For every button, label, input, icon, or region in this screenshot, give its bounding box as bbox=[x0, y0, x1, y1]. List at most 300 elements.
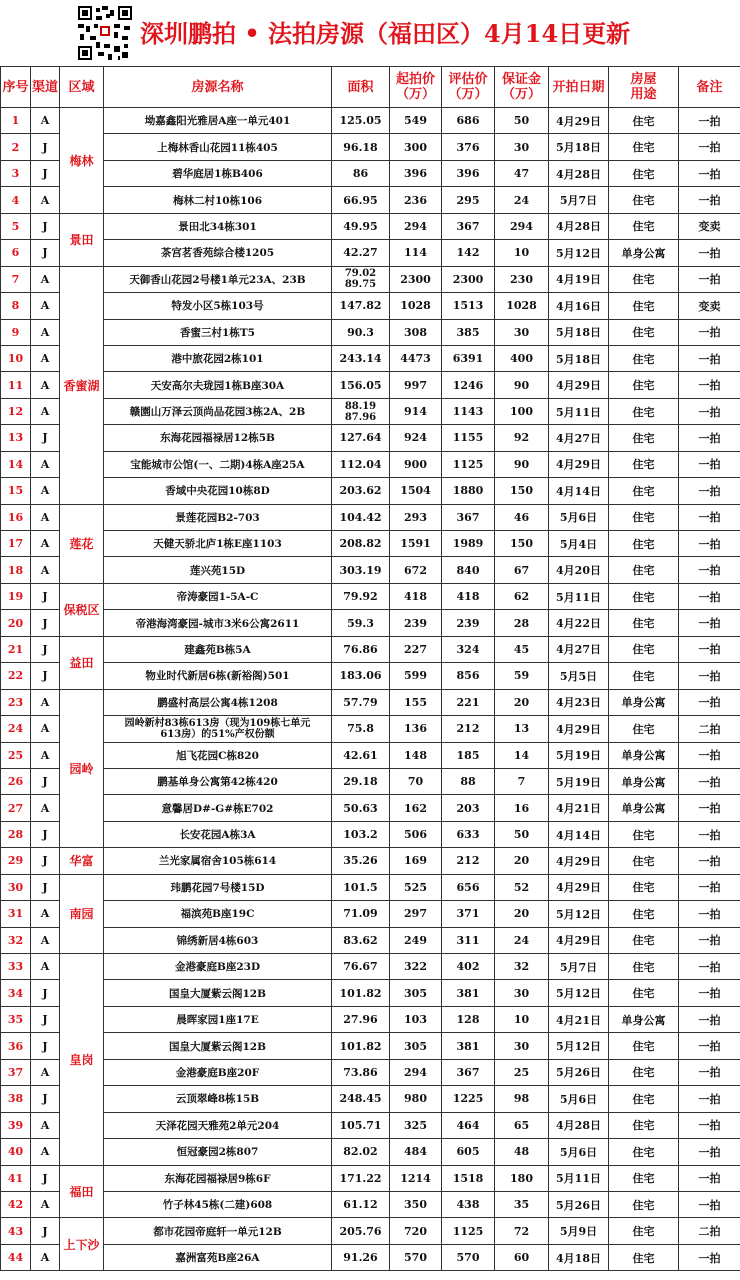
row-eval-price: 1225 bbox=[442, 1086, 495, 1112]
row-auction-date: 5月19日 bbox=[549, 768, 609, 794]
row-start-price: 980 bbox=[390, 1086, 442, 1112]
table-row[interactable] bbox=[1, 451, 740, 477]
row-start-price: 300 bbox=[390, 134, 442, 160]
row-index: 39 bbox=[1, 1112, 31, 1138]
row-index: 27 bbox=[1, 795, 31, 821]
row-channel: J bbox=[31, 874, 60, 900]
row-start-price: 155 bbox=[390, 689, 442, 715]
row-usage: 住宅 bbox=[609, 345, 679, 371]
row-usage: 住宅 bbox=[609, 583, 679, 609]
row-usage: 住宅 bbox=[609, 531, 679, 557]
row-channel: A bbox=[31, 1059, 60, 1085]
row-deposit: 180 bbox=[495, 1165, 549, 1191]
col-header-deposit bbox=[495, 67, 549, 108]
table-row[interactable] bbox=[1, 478, 740, 504]
page-title: 深圳鹏拍 • 法拍房源（福田区）4月14日更新 bbox=[140, 19, 631, 48]
row-usage: 住宅 bbox=[609, 504, 679, 530]
row-note: 一拍 bbox=[679, 848, 740, 874]
row-property-name: 东海花园福禄居9栋6F bbox=[104, 1165, 332, 1191]
row-channel: A bbox=[31, 108, 60, 134]
row-index: 3 bbox=[1, 160, 31, 186]
row-area: 303.19 bbox=[332, 557, 390, 583]
row-deposit: 10 bbox=[495, 1006, 549, 1032]
row-eval-price: 656 bbox=[442, 874, 495, 900]
row-index: 23 bbox=[1, 689, 31, 715]
row-note: 一拍 bbox=[679, 1165, 740, 1191]
row-auction-date: 4月27日 bbox=[549, 636, 609, 662]
row-note: 二拍 bbox=[679, 1218, 740, 1244]
row-start-price: 103 bbox=[390, 1006, 442, 1032]
table-row[interactable] bbox=[1, 901, 740, 927]
row-channel: A bbox=[31, 504, 60, 530]
row-channel: J bbox=[31, 425, 60, 451]
row-usage: 住宅 bbox=[609, 451, 679, 477]
table-row[interactable] bbox=[1, 108, 740, 134]
table-row[interactable] bbox=[1, 768, 740, 794]
row-eval-price: 1513 bbox=[442, 293, 495, 319]
row-index: 20 bbox=[1, 610, 31, 636]
row-start-price: 1504 bbox=[390, 478, 442, 504]
table-row[interactable] bbox=[1, 187, 740, 213]
row-note: 一拍 bbox=[679, 504, 740, 530]
row-note: 一拍 bbox=[679, 1033, 740, 1059]
table-row[interactable] bbox=[1, 980, 740, 1006]
row-channel: A bbox=[31, 478, 60, 504]
row-area: 205.76 bbox=[332, 1218, 390, 1244]
row-start-price: 418 bbox=[390, 583, 442, 609]
row-area-line: 89.75 bbox=[344, 279, 377, 291]
row-usage: 住宅 bbox=[609, 1165, 679, 1191]
row-start-price: 114 bbox=[390, 240, 442, 266]
row-usage: 住宅 bbox=[609, 1139, 679, 1165]
row-eval-price: 212 bbox=[442, 848, 495, 874]
row-index: 32 bbox=[1, 927, 31, 953]
row-start-price: 293 bbox=[390, 504, 442, 530]
row-property-name: 天健天骄北庐1栋E座1103 bbox=[104, 531, 332, 557]
row-deposit: 30 bbox=[495, 1033, 549, 1059]
table-row[interactable] bbox=[1, 398, 740, 424]
row-channel: A bbox=[31, 716, 60, 742]
row-auction-date: 5月6日 bbox=[549, 1139, 609, 1165]
row-index: 24 bbox=[1, 716, 31, 742]
row-property-name: 天御香山花园2号楼1单元23A、23B bbox=[104, 266, 332, 292]
row-area: 76.67 bbox=[332, 954, 390, 980]
row-auction-date: 4月18日 bbox=[549, 1244, 609, 1270]
row-area bbox=[332, 398, 390, 424]
row-deposit: 30 bbox=[495, 134, 549, 160]
row-auction-date: 4月22日 bbox=[549, 610, 609, 636]
col-header-usage-l2: 用途 bbox=[630, 87, 657, 102]
row-start-price: 249 bbox=[390, 927, 442, 953]
row-area: 61.12 bbox=[332, 1191, 390, 1217]
row-property-name: 意馨居D#-G#栋E702 bbox=[104, 795, 332, 821]
row-eval-price: 376 bbox=[442, 134, 495, 160]
row-note: 一拍 bbox=[679, 742, 740, 768]
row-eval-price: 221 bbox=[442, 689, 495, 715]
row-usage: 住宅 bbox=[609, 901, 679, 927]
row-property-name: 金港豪庭B座23D bbox=[104, 954, 332, 980]
row-deposit: 230 bbox=[495, 266, 549, 292]
row-eval-price: 367 bbox=[442, 1059, 495, 1085]
row-usage: 住宅 bbox=[609, 1086, 679, 1112]
row-note: 一拍 bbox=[679, 557, 740, 583]
row-area: 243.14 bbox=[332, 345, 390, 371]
table-row[interactable] bbox=[1, 636, 740, 662]
row-note: 一拍 bbox=[679, 874, 740, 900]
row-deposit: 14 bbox=[495, 742, 549, 768]
row-index: 19 bbox=[1, 583, 31, 609]
row-deposit: 1028 bbox=[495, 293, 549, 319]
row-start-price: 720 bbox=[390, 1218, 442, 1244]
row-usage: 住宅 bbox=[609, 663, 679, 689]
row-auction-date: 5月11日 bbox=[549, 398, 609, 424]
row-auction-date: 4月29日 bbox=[549, 451, 609, 477]
row-channel: J bbox=[31, 1086, 60, 1112]
row-index: 4 bbox=[1, 187, 31, 213]
row-note: 一拍 bbox=[679, 1244, 740, 1270]
row-property-name: 恒冠豪园2栋807 bbox=[104, 1139, 332, 1165]
row-deposit: 16 bbox=[495, 795, 549, 821]
row-channel: A bbox=[31, 1191, 60, 1217]
row-note: 一拍 bbox=[679, 1086, 740, 1112]
col-header-note: 备注 bbox=[679, 67, 740, 108]
row-property-name: 鹏盛村高层公寓4栋1208 bbox=[104, 689, 332, 715]
row-area: 248.45 bbox=[332, 1086, 390, 1112]
row-usage: 住宅 bbox=[609, 1218, 679, 1244]
table-row[interactable] bbox=[1, 266, 740, 292]
row-note: 一拍 bbox=[679, 663, 740, 689]
row-index: 5 bbox=[1, 213, 31, 239]
row-usage: 住宅 bbox=[609, 848, 679, 874]
row-auction-date: 4月14日 bbox=[549, 478, 609, 504]
row-start-price: 599 bbox=[390, 663, 442, 689]
row-start-price: 672 bbox=[390, 557, 442, 583]
row-area: 104.42 bbox=[332, 504, 390, 530]
table-row[interactable] bbox=[1, 1218, 740, 1244]
table-row[interactable] bbox=[1, 1191, 740, 1217]
table-row[interactable] bbox=[1, 663, 740, 689]
row-eval-price: 212 bbox=[442, 716, 495, 742]
table-row[interactable] bbox=[1, 848, 740, 874]
row-deposit: 48 bbox=[495, 1139, 549, 1165]
row-property-name: 茶宫茗香苑综合楼1205 bbox=[104, 240, 332, 266]
table-row[interactable] bbox=[1, 1112, 740, 1138]
row-index: 11 bbox=[1, 372, 31, 398]
row-auction-date: 4月14日 bbox=[549, 821, 609, 847]
table-row[interactable] bbox=[1, 240, 740, 266]
row-eval-price: 570 bbox=[442, 1244, 495, 1270]
table-row[interactable] bbox=[1, 795, 740, 821]
row-note: 一拍 bbox=[679, 1059, 740, 1085]
row-auction-date: 4月28日 bbox=[549, 213, 609, 239]
row-deposit: 24 bbox=[495, 927, 549, 953]
row-index: 26 bbox=[1, 768, 31, 794]
row-eval-price: 381 bbox=[442, 980, 495, 1006]
row-auction-date: 4月29日 bbox=[549, 927, 609, 953]
row-note: 一拍 bbox=[679, 108, 740, 134]
row-property-name: 香域中央花园10栋8D bbox=[104, 478, 332, 504]
table-row[interactable] bbox=[1, 213, 740, 239]
row-channel: A bbox=[31, 1139, 60, 1165]
row-area: 105.71 bbox=[332, 1112, 390, 1138]
row-usage: 单身公寓 bbox=[609, 240, 679, 266]
table-row[interactable] bbox=[1, 531, 740, 557]
row-region: 保税区 bbox=[60, 583, 104, 636]
row-note: 一拍 bbox=[679, 583, 740, 609]
row-index: 22 bbox=[1, 663, 31, 689]
qr-code-icon[interactable] bbox=[78, 6, 132, 60]
table-row[interactable] bbox=[1, 504, 740, 530]
row-note: 一拍 bbox=[679, 610, 740, 636]
table-row[interactable] bbox=[1, 345, 740, 371]
row-auction-date: 4月28日 bbox=[549, 1112, 609, 1138]
row-usage: 住宅 bbox=[609, 1112, 679, 1138]
row-auction-date: 4月21日 bbox=[549, 1006, 609, 1032]
row-note: 一拍 bbox=[679, 1139, 740, 1165]
row-note: 一拍 bbox=[679, 319, 740, 345]
row-channel: A bbox=[31, 266, 60, 292]
row-note: 一拍 bbox=[679, 768, 740, 794]
row-note: 一拍 bbox=[679, 160, 740, 186]
row-area bbox=[332, 266, 390, 292]
row-start-price: 924 bbox=[390, 425, 442, 451]
row-index: 38 bbox=[1, 1086, 31, 1112]
table-row[interactable] bbox=[1, 610, 740, 636]
table-row[interactable] bbox=[1, 557, 740, 583]
table-row[interactable] bbox=[1, 1244, 740, 1270]
table-row[interactable] bbox=[1, 927, 740, 953]
row-auction-date: 4月23日 bbox=[549, 689, 609, 715]
row-area: 73.86 bbox=[332, 1059, 390, 1085]
row-channel: A bbox=[31, 557, 60, 583]
row-start-price: 525 bbox=[390, 874, 442, 900]
row-usage: 住宅 bbox=[609, 160, 679, 186]
row-area: 125.05 bbox=[332, 108, 390, 134]
row-channel: J bbox=[31, 848, 60, 874]
row-index: 37 bbox=[1, 1059, 31, 1085]
row-area: 27.96 bbox=[332, 1006, 390, 1032]
table-row[interactable] bbox=[1, 1139, 740, 1165]
row-property-name: 旭飞花园C栋820 bbox=[104, 742, 332, 768]
col-header-area: 面积 bbox=[332, 67, 390, 108]
row-channel: J bbox=[31, 821, 60, 847]
row-eval-price: 88 bbox=[442, 768, 495, 794]
table-row[interactable] bbox=[1, 954, 740, 980]
row-deposit: 92 bbox=[495, 425, 549, 451]
row-area: 57.79 bbox=[332, 689, 390, 715]
row-usage: 住宅 bbox=[609, 610, 679, 636]
row-property-name: 景莲花园B2-703 bbox=[104, 504, 332, 530]
table-row[interactable] bbox=[1, 583, 740, 609]
row-eval-price: 1143 bbox=[442, 398, 495, 424]
row-index: 6 bbox=[1, 240, 31, 266]
row-property-name: 帝涛豪园1-5A-C bbox=[104, 583, 332, 609]
row-auction-date: 5月19日 bbox=[549, 742, 609, 768]
row-region: 皇岗 bbox=[60, 954, 104, 1166]
row-property-name: 云顶翠峰8栋15B bbox=[104, 1086, 332, 1112]
row-note: 变卖 bbox=[679, 213, 740, 239]
row-start-price: 506 bbox=[390, 821, 442, 847]
row-area: 101.82 bbox=[332, 1033, 390, 1059]
row-area: 171.22 bbox=[332, 1165, 390, 1191]
table-row[interactable] bbox=[1, 689, 740, 715]
table-row[interactable] bbox=[1, 1006, 740, 1032]
table-row[interactable] bbox=[1, 716, 740, 742]
table-row[interactable] bbox=[1, 1086, 740, 1112]
table-row[interactable] bbox=[1, 160, 740, 186]
row-index: 17 bbox=[1, 531, 31, 557]
table-row[interactable] bbox=[1, 742, 740, 768]
col-header-eval-price bbox=[442, 67, 495, 108]
row-eval-price: 239 bbox=[442, 610, 495, 636]
row-eval-price: 324 bbox=[442, 636, 495, 662]
row-auction-date: 5月12日 bbox=[549, 1033, 609, 1059]
row-note: 一拍 bbox=[679, 927, 740, 953]
row-eval-price: 464 bbox=[442, 1112, 495, 1138]
row-note: 一拍 bbox=[679, 425, 740, 451]
row-property-name: 建鑫苑B栋5A bbox=[104, 636, 332, 662]
row-eval-price: 686 bbox=[442, 108, 495, 134]
table-row[interactable] bbox=[1, 372, 740, 398]
row-deposit: 150 bbox=[495, 531, 549, 557]
row-eval-price: 1155 bbox=[442, 425, 495, 451]
row-index: 44 bbox=[1, 1244, 31, 1270]
row-auction-date: 4月29日 bbox=[549, 716, 609, 742]
row-start-price: 396 bbox=[390, 160, 442, 186]
row-usage: 单身公寓 bbox=[609, 1006, 679, 1032]
table-row[interactable] bbox=[1, 821, 740, 847]
row-start-price: 1591 bbox=[390, 531, 442, 557]
row-start-price: 484 bbox=[390, 1139, 442, 1165]
row-deposit: 62 bbox=[495, 583, 549, 609]
row-auction-date: 5月12日 bbox=[549, 240, 609, 266]
row-auction-date: 5月9日 bbox=[549, 1218, 609, 1244]
row-auction-date: 5月12日 bbox=[549, 980, 609, 1006]
row-index: 18 bbox=[1, 557, 31, 583]
row-channel: J bbox=[31, 1165, 60, 1191]
row-note: 二拍 bbox=[679, 716, 740, 742]
table-row[interactable] bbox=[1, 293, 740, 319]
row-property-name: 宝能城市公馆(一、二期)4栋A座25A bbox=[104, 451, 332, 477]
row-deposit: 60 bbox=[495, 1244, 549, 1270]
row-eval-price: 367 bbox=[442, 504, 495, 530]
row-area: 76.86 bbox=[332, 636, 390, 662]
row-deposit: 50 bbox=[495, 821, 549, 847]
row-area: 96.18 bbox=[332, 134, 390, 160]
row-area: 42.27 bbox=[332, 240, 390, 266]
row-deposit: 59 bbox=[495, 663, 549, 689]
row-auction-date: 4月27日 bbox=[549, 425, 609, 451]
row-deposit: 100 bbox=[495, 398, 549, 424]
row-start-price: 997 bbox=[390, 372, 442, 398]
col-header-usage-l1: 房屋 bbox=[630, 72, 657, 87]
row-usage: 住宅 bbox=[609, 319, 679, 345]
row-eval-price: 367 bbox=[442, 213, 495, 239]
row-eval-price: 840 bbox=[442, 557, 495, 583]
row-start-price: 914 bbox=[390, 398, 442, 424]
row-start-price: 325 bbox=[390, 1112, 442, 1138]
row-note: 一拍 bbox=[679, 1191, 740, 1217]
row-note: 一拍 bbox=[679, 187, 740, 213]
row-deposit: 30 bbox=[495, 980, 549, 1006]
row-note: 一拍 bbox=[679, 266, 740, 292]
row-area: 112.04 bbox=[332, 451, 390, 477]
row-channel: J bbox=[31, 768, 60, 794]
row-note: 一拍 bbox=[679, 240, 740, 266]
row-deposit: 52 bbox=[495, 874, 549, 900]
row-region: 香蜜湖 bbox=[60, 266, 104, 504]
row-area: 42.61 bbox=[332, 742, 390, 768]
row-auction-date: 5月11日 bbox=[549, 1165, 609, 1191]
row-deposit: 90 bbox=[495, 372, 549, 398]
row-property-name: 上梅林香山花园11栋405 bbox=[104, 134, 332, 160]
row-deposit: 25 bbox=[495, 1059, 549, 1085]
row-channel: A bbox=[31, 372, 60, 398]
row-index: 14 bbox=[1, 451, 31, 477]
row-eval-price: 2300 bbox=[442, 266, 495, 292]
row-eval-price: 142 bbox=[442, 240, 495, 266]
row-area: 79.92 bbox=[332, 583, 390, 609]
row-eval-price: 402 bbox=[442, 954, 495, 980]
row-start-price: 148 bbox=[390, 742, 442, 768]
row-note: 一拍 bbox=[679, 821, 740, 847]
table-row[interactable] bbox=[1, 1165, 740, 1191]
row-start-price: 2300 bbox=[390, 266, 442, 292]
row-region: 上下沙 bbox=[60, 1218, 104, 1271]
row-index: 28 bbox=[1, 821, 31, 847]
table-row[interactable] bbox=[1, 1033, 740, 1059]
row-usage: 住宅 bbox=[609, 293, 679, 319]
row-area: 29.18 bbox=[332, 768, 390, 794]
row-channel: J bbox=[31, 240, 60, 266]
row-eval-price: 311 bbox=[442, 927, 495, 953]
row-auction-date: 4月21日 bbox=[549, 795, 609, 821]
row-index: 2 bbox=[1, 134, 31, 160]
row-property-name: 坳嘉鑫阳光雅居A座一单元401 bbox=[104, 108, 332, 134]
table-row[interactable] bbox=[1, 425, 740, 451]
row-eval-price: 633 bbox=[442, 821, 495, 847]
row-property-name: 长安花园A栋3A bbox=[104, 821, 332, 847]
table-row[interactable] bbox=[1, 319, 740, 345]
row-start-price: 350 bbox=[390, 1191, 442, 1217]
row-auction-date: 5月7日 bbox=[549, 187, 609, 213]
row-deposit: 90 bbox=[495, 451, 549, 477]
row-index: 31 bbox=[1, 901, 31, 927]
row-start-price: 305 bbox=[390, 980, 442, 1006]
row-property-name: 香蜜三村1栋T5 bbox=[104, 319, 332, 345]
row-note: 一拍 bbox=[679, 478, 740, 504]
row-start-price: 308 bbox=[390, 319, 442, 345]
row-area: 127.64 bbox=[332, 425, 390, 451]
row-property-name: 国皇大厦紫云阁12B bbox=[104, 980, 332, 1006]
row-channel: J bbox=[31, 1033, 60, 1059]
table-row[interactable] bbox=[1, 134, 740, 160]
table-row[interactable] bbox=[1, 874, 740, 900]
row-deposit: 46 bbox=[495, 504, 549, 530]
row-index: 25 bbox=[1, 742, 31, 768]
row-deposit: 45 bbox=[495, 636, 549, 662]
row-auction-date: 5月18日 bbox=[549, 319, 609, 345]
row-region: 莲花 bbox=[60, 504, 104, 583]
row-usage: 住宅 bbox=[609, 478, 679, 504]
row-area: 90.3 bbox=[332, 319, 390, 345]
row-note: 一拍 bbox=[679, 134, 740, 160]
row-region: 福田 bbox=[60, 1165, 104, 1218]
row-channel: A bbox=[31, 345, 60, 371]
row-eval-price: 856 bbox=[442, 663, 495, 689]
col-header-usage bbox=[609, 67, 679, 108]
table-row[interactable] bbox=[1, 1059, 740, 1085]
